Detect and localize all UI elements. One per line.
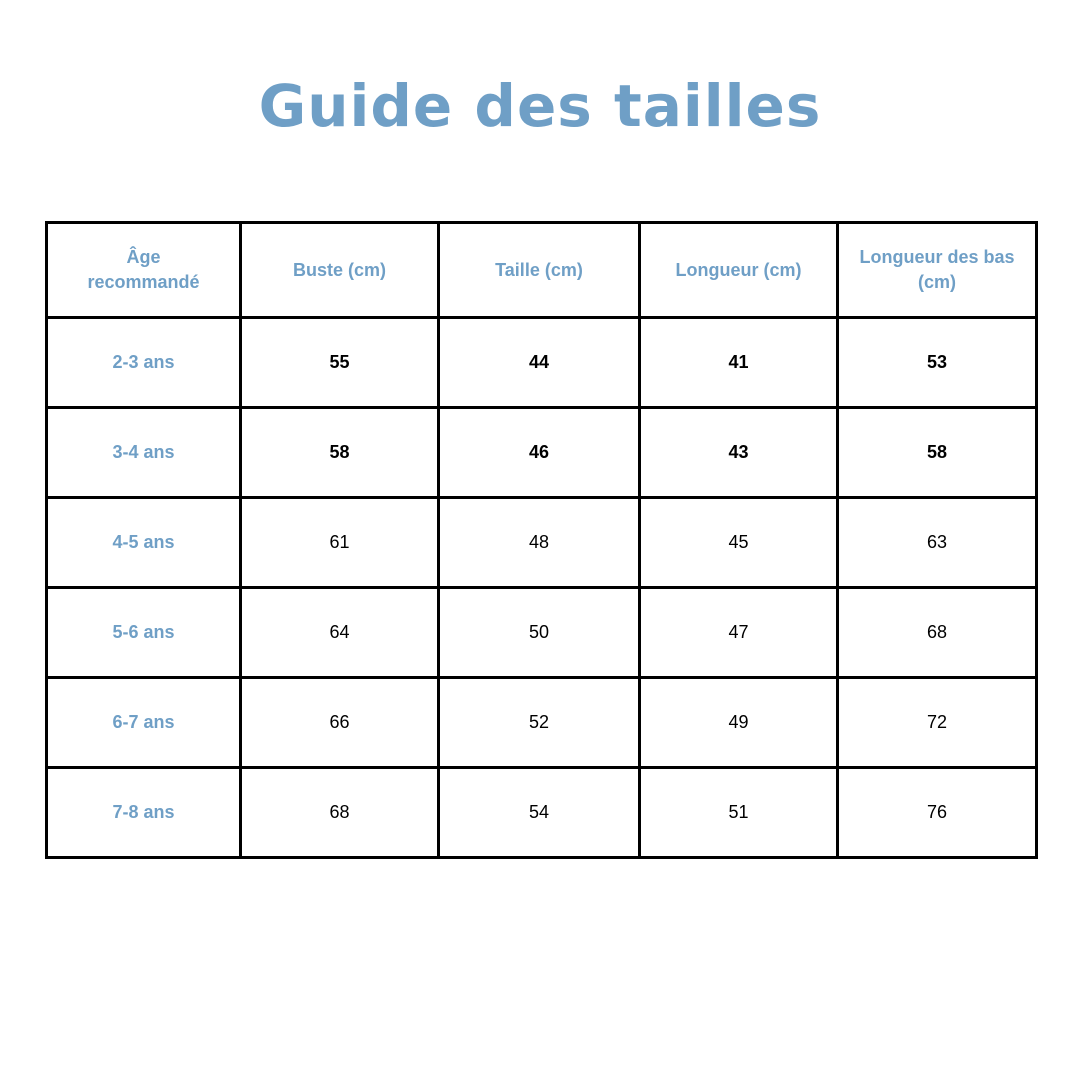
bust-cell: 64 (241, 588, 439, 678)
bottom-length-cell: 63 (838, 498, 1037, 588)
length-cell: 41 (640, 318, 838, 408)
table-row (47, 318, 1037, 408)
header-waist: Taille (cm) (439, 223, 640, 318)
age-cell: 5-6 ans (47, 588, 241, 678)
age-cell: 7-8 ans (47, 768, 241, 858)
bust-cell: 66 (241, 678, 439, 768)
waist-cell: 50 (439, 588, 640, 678)
table-row (47, 588, 1037, 678)
table-row (47, 408, 1037, 498)
length-cell: 45 (640, 498, 838, 588)
length-cell: 47 (640, 588, 838, 678)
header-bottom-length: Longueur des bas (cm) (838, 223, 1037, 318)
length-cell: 43 (640, 408, 838, 498)
waist-cell: 54 (439, 768, 640, 858)
bust-cell: 68 (241, 768, 439, 858)
waist-cell: 48 (439, 498, 640, 588)
age-cell: 2-3 ans (47, 318, 241, 408)
age-cell: 6-7 ans (47, 678, 241, 768)
header-age: Âge recommandé (47, 223, 241, 318)
page-title: Guide des tailles (258, 72, 822, 140)
table-row (47, 678, 1037, 768)
waist-cell: 44 (439, 318, 640, 408)
bottom-length-cell: 72 (838, 678, 1037, 768)
waist-cell: 52 (439, 678, 640, 768)
bottom-length-cell: 76 (838, 768, 1037, 858)
bust-cell: 61 (241, 498, 439, 588)
size-guide-table (45, 221, 1038, 859)
table-row (47, 768, 1037, 858)
bottom-length-cell: 53 (838, 318, 1037, 408)
table-row (47, 498, 1037, 588)
length-cell: 51 (640, 768, 838, 858)
bottom-length-cell: 58 (838, 408, 1037, 498)
waist-cell: 46 (439, 408, 640, 498)
bust-cell: 58 (241, 408, 439, 498)
length-cell: 49 (640, 678, 838, 768)
bottom-length-cell: 68 (838, 588, 1037, 678)
age-cell: 3-4 ans (47, 408, 241, 498)
bust-cell: 55 (241, 318, 439, 408)
age-cell: 4-5 ans (47, 498, 241, 588)
header-bust: Buste (cm) (241, 223, 439, 318)
table-header-row (47, 223, 1037, 318)
header-length: Longueur (cm) (640, 223, 838, 318)
